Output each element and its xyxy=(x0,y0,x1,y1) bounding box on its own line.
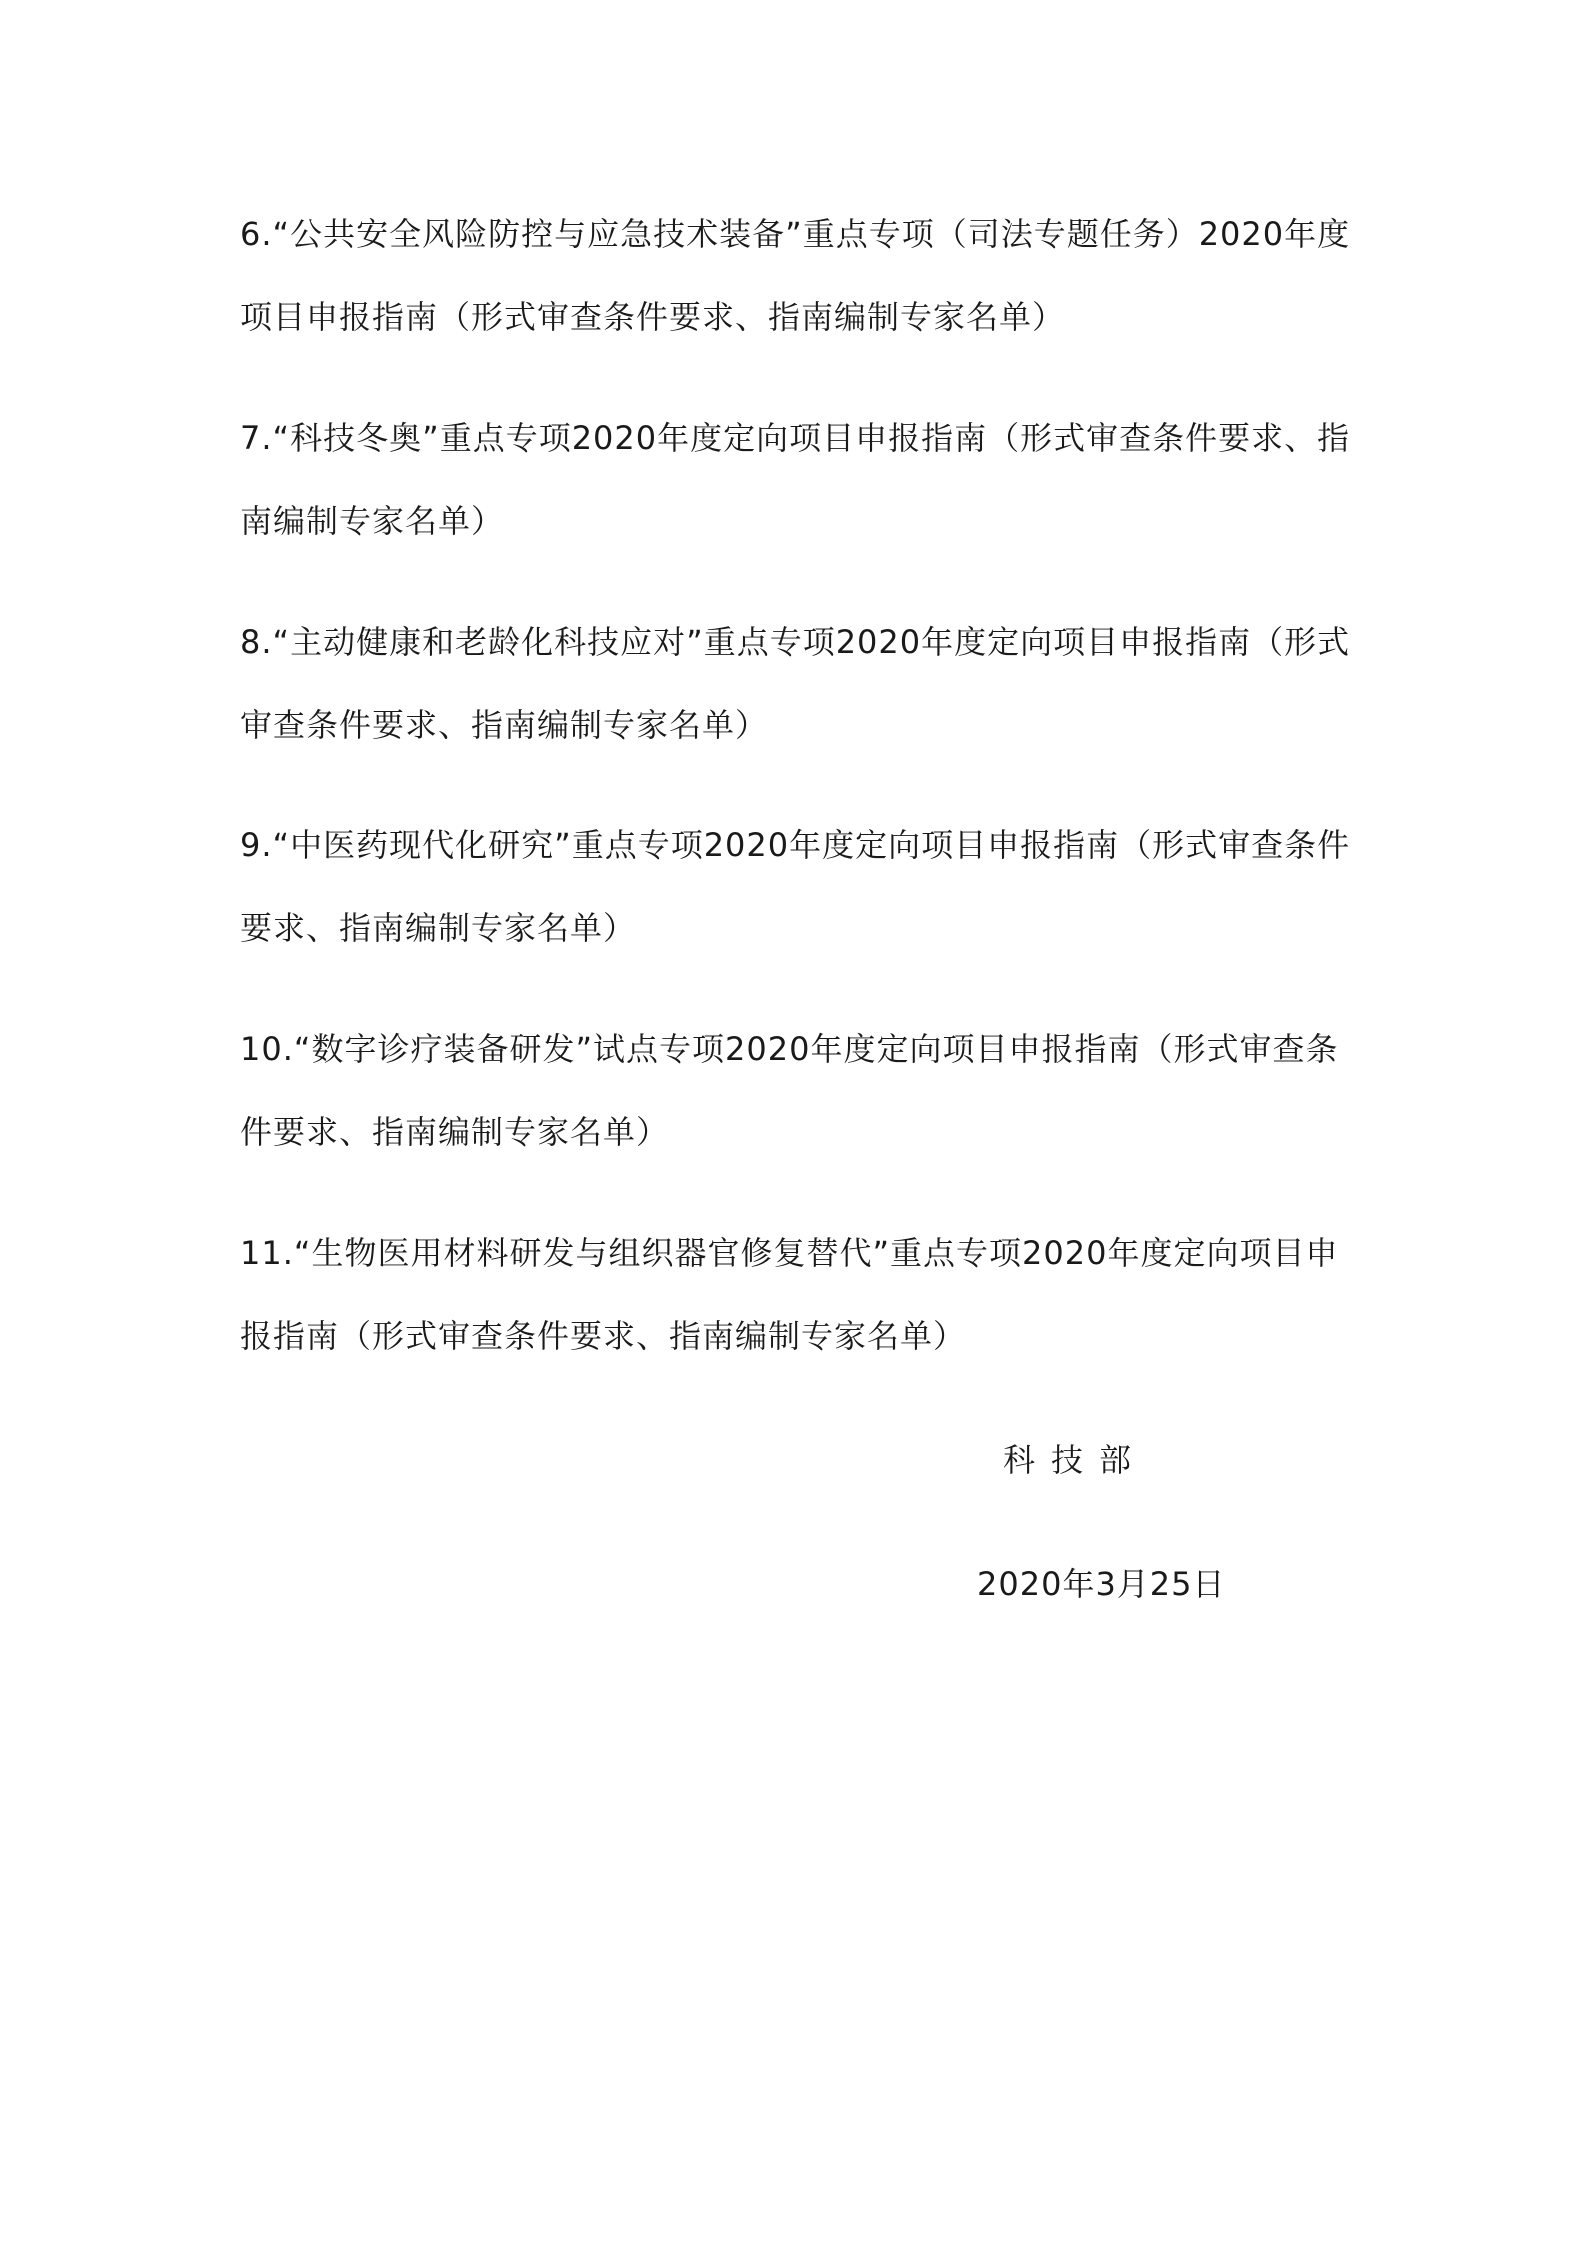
list-item-7: 7.“科技冬奥”重点专项2020年度定向项目申报指南（形式审查条件要求、指南编制专家名单） xyxy=(240,419,1351,540)
issue-date: 2020年3月25日 xyxy=(977,1565,1226,1603)
list-item-8: 8.“主动健康和老龄化科技应对”重点专项2020年度定向项目申报指南（形式审查条件要求、指南编制专家名单） xyxy=(240,623,1351,744)
list-item-9: 9.“中医药现代化研究”重点专项2020年度定向项目申报指南（形式审查条件要求、指南编制专家名单） xyxy=(240,826,1351,947)
list-item-11: 11.“生物医用材料研发与组织器官修复替代”重点专项2020年度定向项目申报指南（形式审查条件要求、指南编制专家名单） xyxy=(240,1234,1339,1355)
list-item-6: 6.“公共安全风险防控与应急技术装备”重点专项（司法专题任务）2020年度项目申报指南（形式审查条件要求、指南编制专家名单） xyxy=(240,215,1351,336)
list-item-10: 10.“数字诊疗装备研发”试点专项2020年度定向项目申报指南（形式审查条件要求、指南编制专家名单） xyxy=(240,1030,1339,1151)
issuing-department: 科技部 xyxy=(1003,1441,1148,1479)
